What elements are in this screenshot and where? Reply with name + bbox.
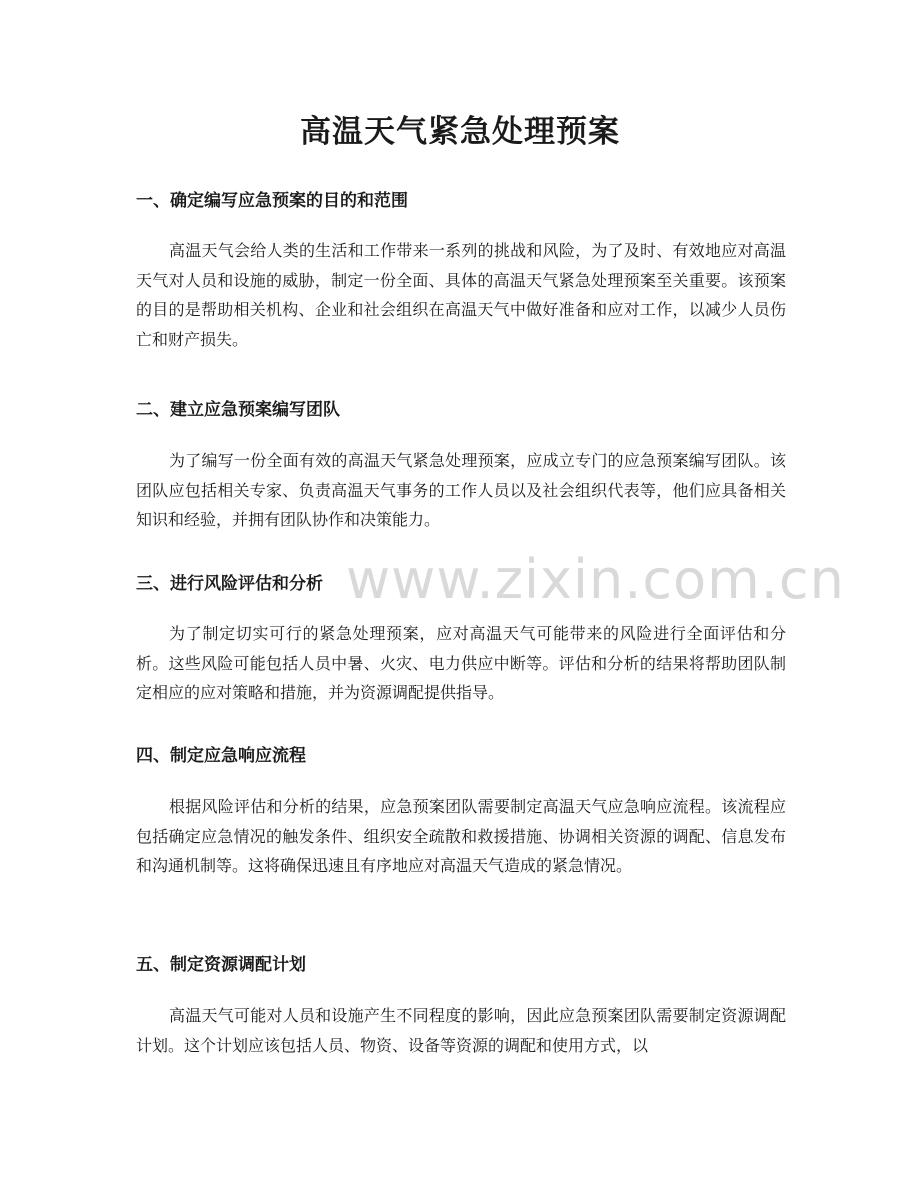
section-heading-3: 三、进行风险评估和分析 [136,574,323,594]
section-heading-2: 二、建立应急预案编写团队 [136,400,340,420]
section-heading-1: 一、确定编写应急预案的目的和范围 [136,191,408,211]
page-title: 高温天气紧急处理预案 [300,114,620,150]
section-paragraph-2: 为了编写一份全面有效的高温天气紧急处理预案，应成立专门的应急预案编写团队。该团队应包括相关专家、负责高温天气事务的工作人员以及社会组织代表等，他们应具备相关知识和经验，并拥有团队协作和决策能力。 [136,451,786,529]
section-paragraph-5: 高温天气可能对人员和设施产生不同程度的影响，因此应急预案团队需要制定资源调配计划。这个计划应该包括人员、物资、设备等资源的调配和使用方式，以 [136,1006,786,1055]
section-paragraph-1: 高温天气会给人类的生活和工作带来一系列的挑战和风险，为了及时、有效地应对高温天气对人员和设施的威胁，制定一份全面、具体的高温天气紧急处理预案至关重要。该预案的目的是帮助相关机构、企业和社会组织在高温天气中做好准备和应对工作，以减少人员伤亡和财产损失。 [136,241,786,349]
section-paragraph-3: 为了制定切实可行的紧急处理预案，应对高温天气可能带来的风险进行全面评估和分析。这些风险可能包括人员中暑、火灾、电力供应中断等。评估和分析的结果将帮助团队制定相应的应对策略和措施，并为资源调配提供指导。 [136,624,786,702]
watermark: www.zixin.com.cn [346,548,845,611]
section-heading-5: 五、制定资源调配计划 [136,955,306,975]
section-paragraph-4: 根据风险评估和分析的结果，应急预案团队需要制定高温天气应急响应流程。该流程应包括确定应急情况的触发条件、组织安全疏散和救援措施、协调相关资源的调配、信息发布和沟通机制等。这将确保迅速且有序地应对高温天气造成的紧急情况。 [136,797,786,875]
section-heading-4: 四、制定应急响应流程 [136,746,306,766]
